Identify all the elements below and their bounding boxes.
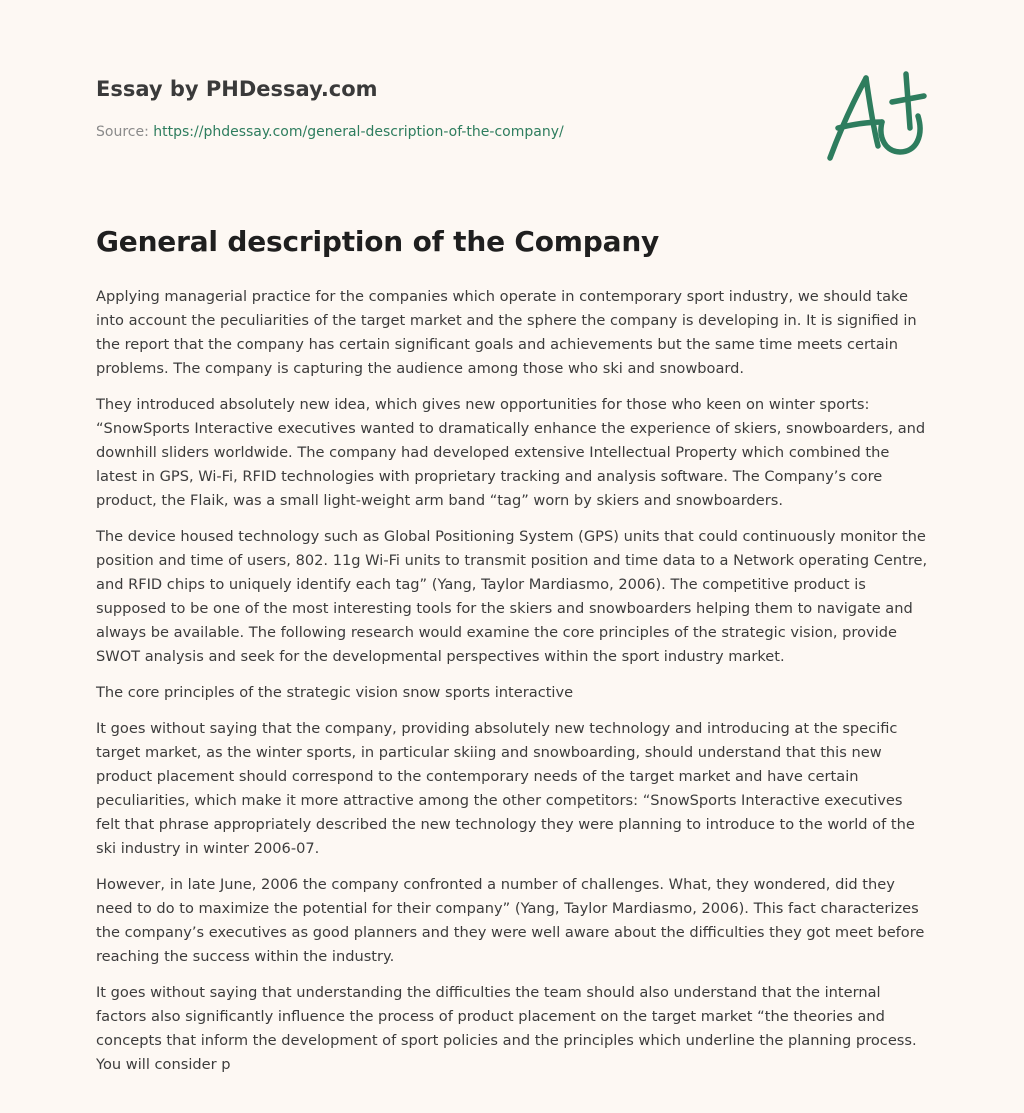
essay-title: General description of the Company [96,225,660,258]
paragraph: The device housed technology such as Global Positioning System (GPS) units that could continuously monitor the position and time of users, 802. 11g Wi-Fi units to transmit position and time data to a Network operating Centre, and RFID chips to uniquely identify each tag” (Yang, Taylor Mardiasmo, 2006). The competitive product is supposed to be one of the most interesting tools for the skiers and snowboarders helping them to navigate and always be available. The following research would examine the core principles of the strategic vision, provide SWOT analysis and seek for the developmental perspectives within the sport industry market. [96,528,928,665]
source-label: Source: [96,124,154,140]
paragraph: It goes without saying that understanding the difficulties the team should also understand that the internal factors also significantly influence the process of product placement on the target market “the theories and concepts that inform the development of sport policies and the principles which underline the planning process. You will consider p [96,984,917,1073]
site-brand: Essay by PHDessay.com [96,77,378,101]
paragraph: However, in late June, 2006 the company confronted a number of challenges. What, they wondered, did they need to do to maximize the potential for their company” (Yang, Taylor Mardiasmo, 2006). This fact characterizes the company’s executives as good planners and they were well aware about the difficulties they got meet before reaching the success within the industry. [96,876,925,965]
paragraph: It goes without saying that the company, providing absolutely new technology and introducing at the specific target market, as the winter sports, in particular skiing and snowboarding, should understand that this new product placement should correspond to the contemporary needs of the target market and have certain peculiarities, which make it more attractive among the other competitors: “SnowSports Interactive executives felt that phrase appropriately described the new technology they were planning to introduce to the world of the ski industry in winter 2006-07. [96,720,915,857]
paragraph: They introduced absolutely new idea, which gives new opportunities for those who keen on winter sports: “SnowSports Interactive executives wanted to dramatically enhance the experience of skiers, snowboarders, and downhill sliders worldwide. The company had developed extensive Intellectual Property which combined the latest in GPS, Wi-Fi, RFID technologies with proprietary tracking and analysis software. The Company’s core product, the Flaik, was a small light-weight arm band “tag” worn by skiers and snowboarders. [96,396,926,509]
source-link[interactable]: https://phdessay.com/general-description-of-the-company/ [153,124,564,140]
source-line [96,124,564,140]
a-plus-grade-icon [820,66,930,166]
section-heading: The core principles of the strategic vision snow sports interactive [96,684,574,701]
essay-body [96,285,928,1089]
paragraph: Applying managerial practice for the companies which operate in contemporary sport industry, we should take into account the peculiarities of the target market and the sphere the company is developing in. It is signified in the report that the company has certain significant goals and achievements but the same time meets certain problems. The company is capturing the audience among those who ski and snowboard. [96,288,917,377]
